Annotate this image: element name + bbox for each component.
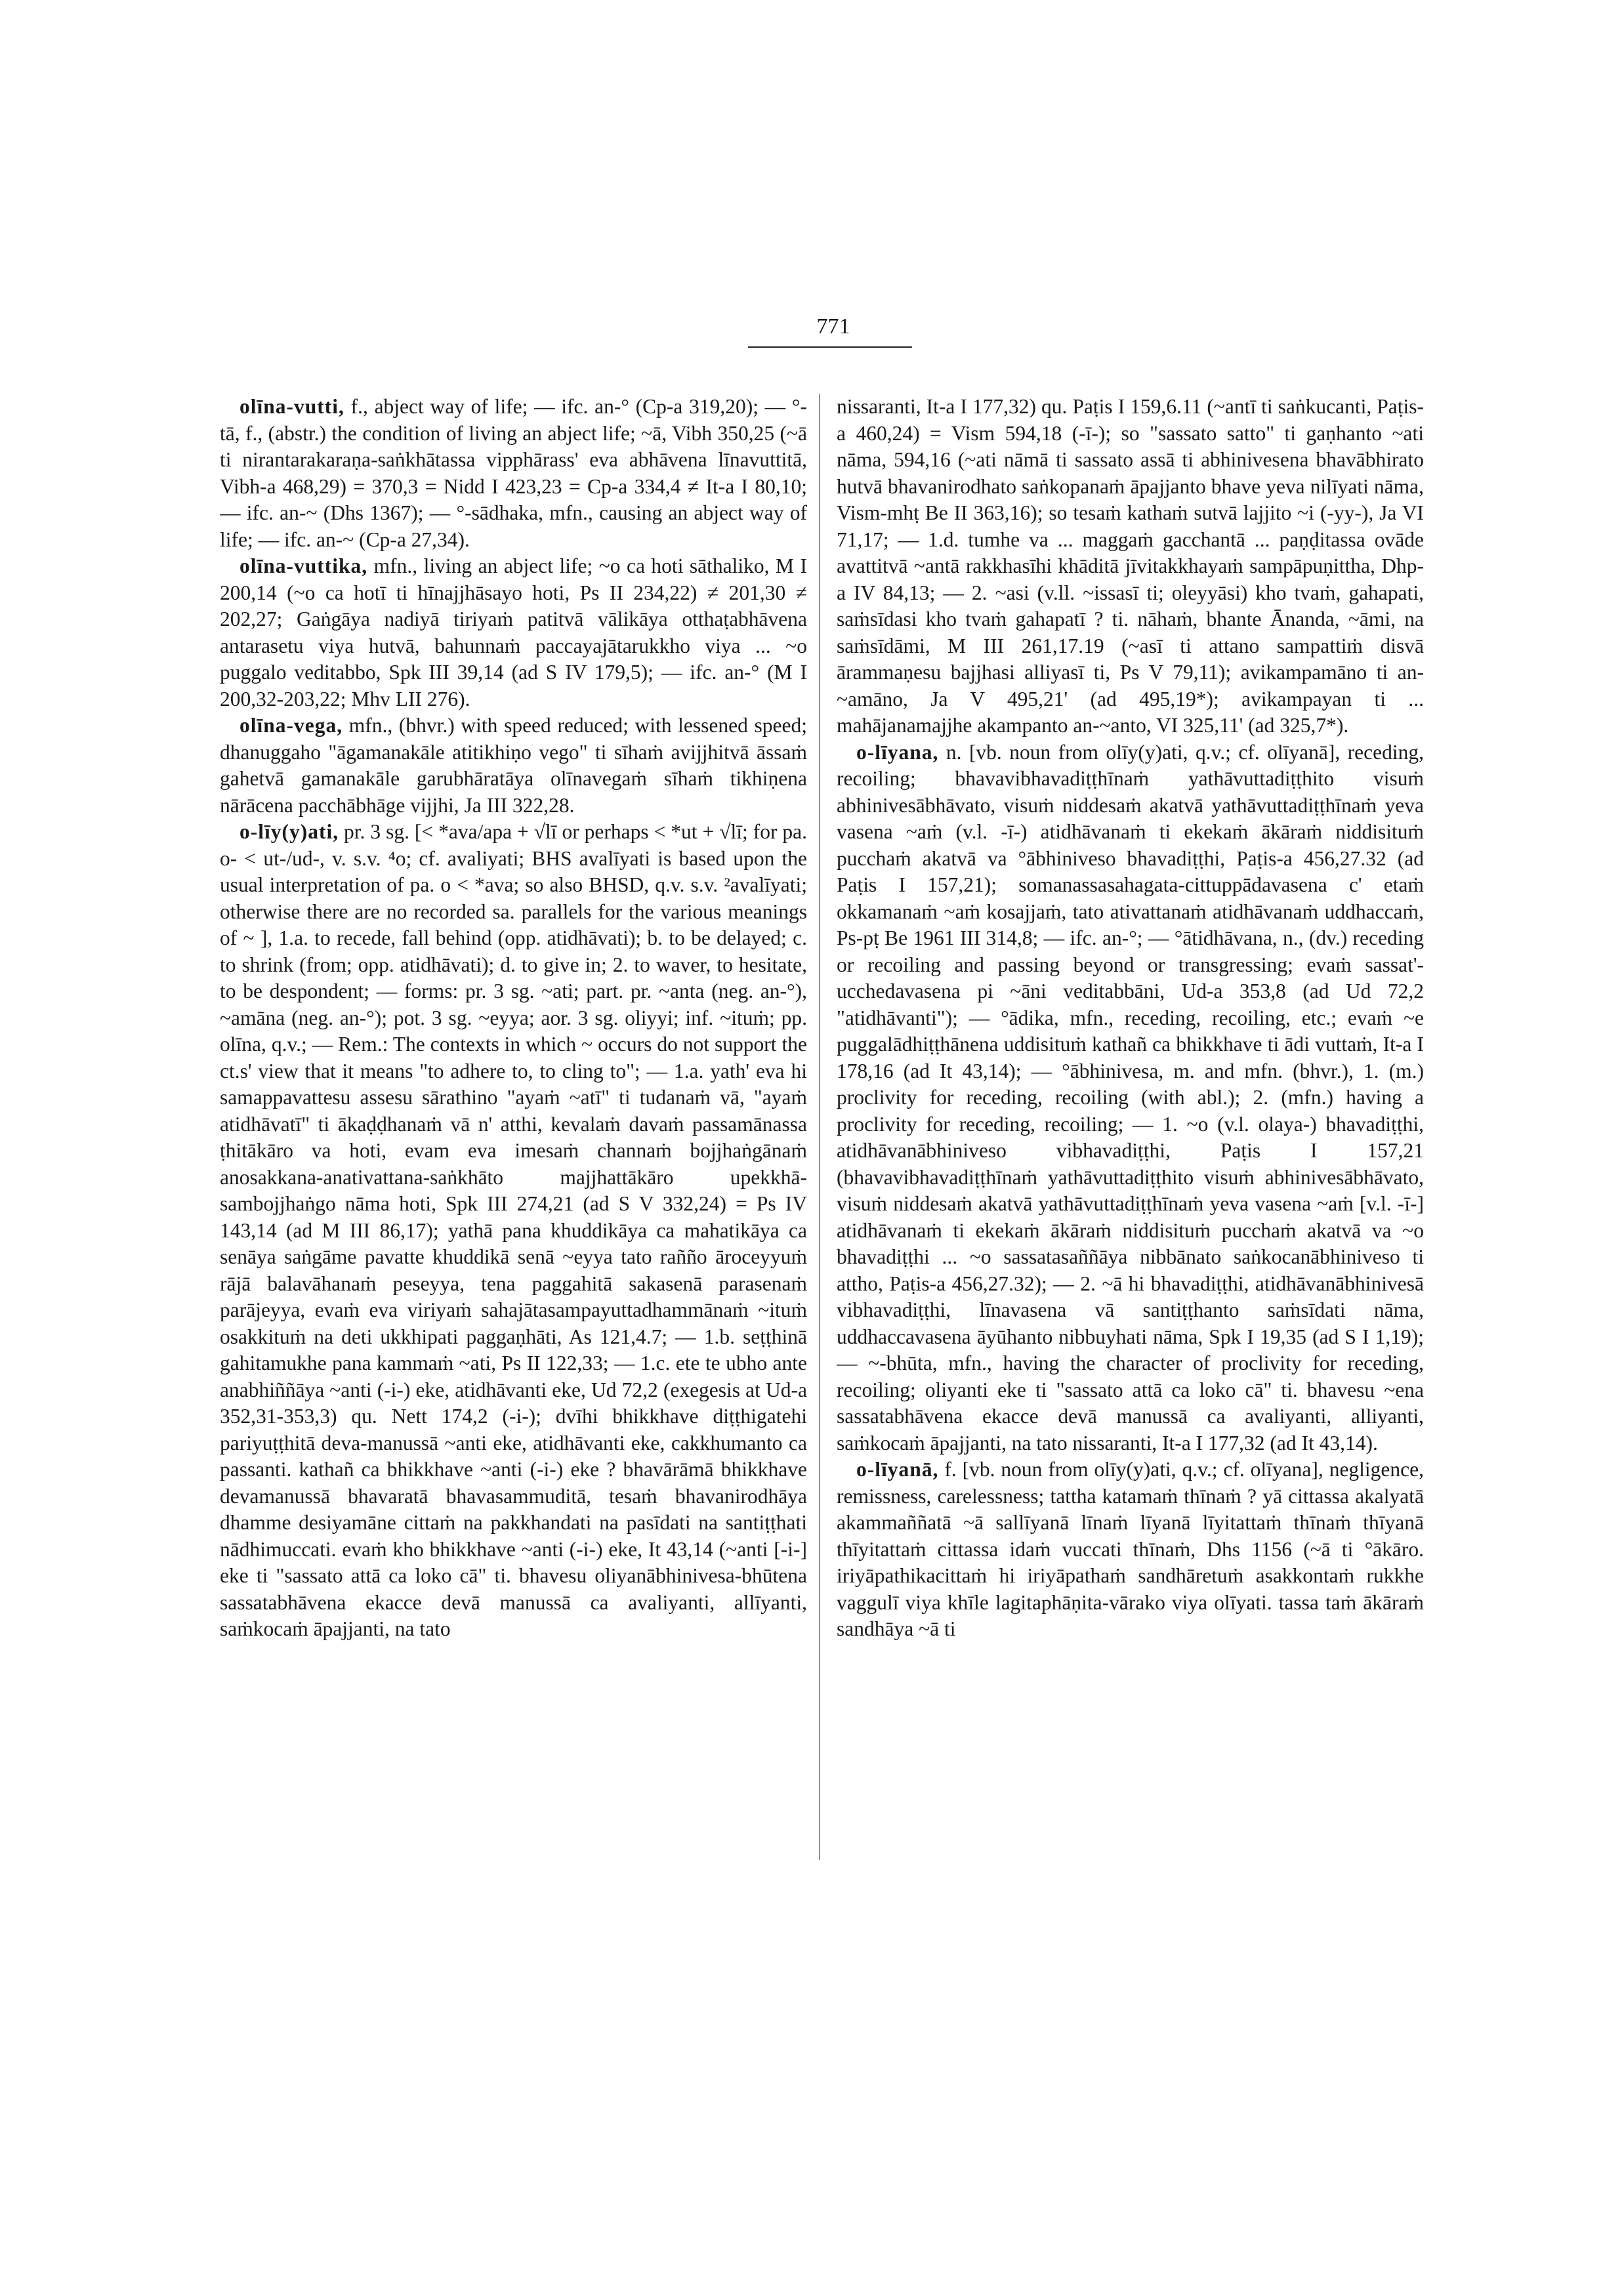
- right-column: [837, 394, 1424, 1863]
- entry-body: f., abject way of life; — ifc. an-° (Cp-a 319,20); — °-tā, f., (abstr.) the condition of living an abject life; ~ā, Vibh 350,25 (~ā ti nirantarakaraṇa-saṅkhātassa vipphārass' eva abhāvena līnavuttitā, Vibh-a 468,29) = 370,3 = Nidd I 423,23 = Cp-a 334,4 ≠ It-a I 80,10; — ifc. an-~ (Dhs 1367); — °-sādhaka, mfn., causing an abject way of life; — ifc. an-~ (Cp-a 27,34).: [220, 395, 807, 551]
- entry-headword: o-līyana,: [856, 740, 939, 764]
- entry-headword: olīna-vutti,: [239, 395, 344, 418]
- left-column: [220, 394, 807, 1863]
- dictionary-entry: [837, 739, 1424, 1457]
- dictionary-entry: [220, 713, 807, 819]
- dictionary-entry: [220, 394, 807, 553]
- column-divider: [819, 394, 820, 1860]
- dictionary-entry: [220, 819, 807, 1643]
- page-number: 771: [816, 314, 850, 339]
- entry-headword: olīna-vega,: [239, 714, 343, 737]
- entry-headword: o-līy(y)ati,: [239, 820, 339, 843]
- entry-body: n. [vb. noun from olīy(y)ati, q.v.; cf. olīyanā], receding, recoiling; bhavavibhavadiṭṭhīnaṁ yathāvuttadiṭṭhito visuṁ abhinivesābhāvato, visuṁ niddesaṁ akatvā yathāvuttadiṭṭhīnaṁ yeva vasena ~aṁ (v.l. -ī-) atidhāvanaṁ ti ekekaṁ ākāraṁ niddisituṁ pucchaṁ akatvā va °ābhiniveso bhavadiṭṭhi, Paṭis-a 456,27.32 (ad Paṭis I 157,21); somanassasahagata-cittuppādavasena c' etaṁ okkamanaṁ ~aṁ kosajjaṁ, tato ativattanaṁ atidhāvanaṁ uddhaccaṁ, Ps-pṭ Be 1961 III 314,8; — ifc. an-°; — °ātidhāvana, n., (dv.) receding or recoiling and passing beyond or transgressing; evaṁ sassat'-ucchedavasena pi ~āni veditabbāni, Ud-a 353,8 (ad Ud 72,2 "atidhāvanti"); — °ādika, mfn., receding, recoiling, etc.; evaṁ ~e puggalādhiṭṭhānena uddisituṁ kathañ ca bhikkhave ti ādi vuttaṁ, It-a I 178,16 (ad It 43,14); — °ābhinivesa, m. and mfn. (bhvr.), 1. (m.) proclivity for receding, recoiling (with abl.); 2. (mfn.) having a proclivity for receding, recoiling; — 1. ~o (v.l. olaya-) bhavadiṭṭhi, atidhāvanābhiniveso vibhavadiṭṭhi, Paṭis I 157,21 (bhavavibhavadiṭṭhīnaṁ yathāvuttadiṭṭhito visuṁ abhinivesābhāvato, visuṁ niddesaṁ akatvā yathāvuttadiṭṭhīnaṁ yeva vasena ~aṁ [v.l. -ī-] atidhāvanaṁ ti ekekaṁ ākāraṁ niddisituṁ pucchaṁ akatvā va ~o bhavadiṭṭhi ... ~o sassatasaññāya nibbānato saṅkocanābhiniveso ti attho, Paṭis-a 456,27.32); — 2. ~ā hi bhavadiṭṭhi, atidhāvanābhinivesā vibhavadiṭṭhi, līnavasena vā santiṭṭhanto saṁsīdati nāma, uddhaccavasena āyūhanto nibbuyhati nāma, Spk I 19,35 (ad S I 1,19); — ~-bhūta, mfn., having the character of proclivity for receding, recoiling; oliyanti eke ti "sassato attā ca loko cā" ti. bhavesu ~ena sassatabhāvena ekacce devā manussā ca avaliyanti, alliyanti, saṁkocaṁ āpajjanti, na tato nissaranti, It-a I 177,32 (ad It 43,14).: [837, 740, 1424, 1455]
- page-number-rule: [748, 346, 912, 348]
- dictionary-entry: [837, 1457, 1424, 1643]
- entry-body: pr. 3 sg. [< *ava/apa + √lī or perhaps < *ut + √lī; for pa. o- < ut-/ud-, v. s.v. ⁴o; cf. avaliyati; BHS avalīyati is based upon the usual interpretation of pa. o < *ava; so also BHSD, q.v. s.v. ²avalīyati; otherwise there are no recorded sa. parallels for the various meanings of ~ ], 1.a. to recede, fall behind (opp. atidhāvati); b. to be delayed; c. to shrink (from; opp. atidhāvati); d. to give in; 2. to waver, to hesitate, to be despondent; — forms: pr. 3 sg. ~ati; part. pr. ~anta (neg. an-°), ~amāna (neg. an-°); pot. 3 sg. ~eyya; aor. 3 sg. oliyyi; inf. ~ituṁ; pp. olīna, q.v.; — Rem.: The contexts in which ~ occurs do not support the ct.s' view that it means "to adhere to, to cling to"; — 1.a. yath' eva hi samappavattesu assesu sārathino "ayaṁ ~atī" ti tudanaṁ vā, "ayaṁ atidhāvatī" ti ākaḍḍhanaṁ vā n' atthi, kevalaṁ davaṁ passamānassa ṭhitākāro va hoti, evam eva imesaṁ channaṁ bojjhaṅgānaṁ anosakkana-anativattana-saṅkhāto majjhattākāro upekkhā-sambojjhaṅgo nāma hoti, Spk III 274,21 (ad S V 332,24) = Ps IV 143,14 (ad M III 86,17); yathā pana khuddikāya ca mahatikāya ca senāya saṅgāme pavatte khuddikā senā ~eyya tato rañño āroceyyuṁ rājā balavāhanaṁ peseyya, tena paggahitā sakasenā parasenaṁ parājeyya, evaṁ eva viriyaṁ sahajātasampayuttadhammānaṁ ~ituṁ osakkituṁ na deti ukkhipati paggaṇhāti, As 121,4.7; — 1.b. seṭṭhinā gahitamukhe pana kammaṁ ~ati, Ps II 122,33; — 1.c. ete te ubho ante anabhiññāya ~anti (-i-) eke, atidhāvanti eke, Ud 72,2 (exegesis at Ud-a 352,31-353,3) qu. Nett 174,2 (-i-); dvīhi bhikkhave diṭṭhigatehi pariyuṭṭhitā deva-manussā ~anti eke, atidhāvanti eke, cakkhumanto ca passanti. kathañ ca bhikkhave ~anti (-i-) eke ? bhavārāmā bhikkhave devamanussā bhavaratā bhavasammuditā, tesaṁ bhavanirodhāya dhamme desiyamāne cittaṁ na pakkhandati na pasīdati na santiṭṭhati nādhimuccati. evaṁ kho bhikkhave ~anti (-i-) eke, It 43,14 (~anti [-i-] eke ti "sassato attā ca loko cā" ti. bhavesu oliyanābhinivesa-bhūtena sassatabhāvena ekacce devā manussā ca avaliyanti, allīyanti, saṁkocaṁ āpajjanti, na tato: [220, 820, 807, 1640]
- dictionary-entry-continued: [837, 394, 1424, 739]
- entry-body: mfn., living an abject life; ~o ca hoti sāthaliko, M I 200,14 (~o ca hotī ti hīnajjhāsayo hoti, Ps II 234,22) ≠ 201,30 ≠ 202,27; Gaṅgāya nadiyā tiriyaṁ patitvā vālikāya otthaṭabhāvena antarasetu viya hutvā, bahunnaṁ paccayajātarukkho viya ... ~o puggalo veditabbo, Spk III 39,14 (ad S IV 179,5); — ifc. an-° (M I 200,32-203,22; Mhv LII 276).: [220, 554, 807, 711]
- entry-body: f. [vb. noun from olīy(y)ati, q.v.; cf. olīyana], negligence, remissness, carelessness; tattha katamaṁ thīnaṁ ? yā cittassa akalyatā akammaññatā ~ā sallīyanā līnaṁ līyanā līyitattaṁ thīnaṁ thīyanā thīyitattaṁ cittassa idaṁ vuccati thīnaṁ, Dhs 1156 (~ā ti °ākāro. iriyāpathikacittaṁ hi iriyāpathaṁ sandhāretuṁ asakkontaṁ rukkhe vaggulī viya khīle lagitaphāṇita-vārako viya olīyati. tassa taṁ ākāraṁ sandhāya ~ā ti: [837, 1458, 1424, 1640]
- entry-headword: olīna-vuttika,: [239, 554, 368, 577]
- entry-body: nissaranti, It-a I 177,32) qu. Paṭis I 159,6.11 (~antī ti saṅkucanti, Paṭis-a 460,24) = Vism 594,18 (-ī-); so "sassato satto" ti gaṇhanto ~ati nāma, 594,16 (~ati nāmā ti sassato assā ti abhinivesena bhavābhirato hutvā bhavanirodhato saṅkopanaṁ āpajjanto bhave yeva nilīyati nāma, Vism-mhṭ Be II 363,16); so tesaṁ kathaṁ sutvā lajjito ~i (-yy-), Ja VI 71,17; — 1.d. tumhe va ... maggaṁ gacchantā ... paṇḍitassa ovāde avattitvā ~antā rakkhasīhi khāditā jīvitakkhayaṁ sampāpuṇittha, Dhp-a IV 84,13; — 2. ~asi (v.ll. ~issasī ti; oleyyāsi) kho tvaṁ, gahapati, saṁsīdasi kho tvaṁ gahapatī ? ti. nāhaṁ, bhante Ānanda, ~āmi, na saṁsīdāmi, M III 261,17.19 (~asī ti attano sampattiṁ disvā ārammaṇesu bajjhasi alliyasī ti, Ps V 79,11); avikampamāno ti an-~amāno, Ja V 495,21' (ad 495,19*); avikampayan ti ... mahājanamajjhe akampanto an-~anto, VI 325,11' (ad 325,7*).: [837, 395, 1424, 737]
- dictionary-entry: [220, 553, 807, 713]
- entry-headword: o-līyanā,: [856, 1458, 939, 1481]
- entry-body: mfn., (bhvr.) with speed reduced; with lessened speed; dhanuggaho "āgamanakāle atitikhiṇo vego" ti sīhaṁ avijjhitvā āssaṁ gahetvā gamanakāle garubhāratāya olīnavegaṁ sīhaṁ tikhiṇena nārācena pacchābhāge vijjhi, Ja III 322,28.: [220, 714, 807, 817]
